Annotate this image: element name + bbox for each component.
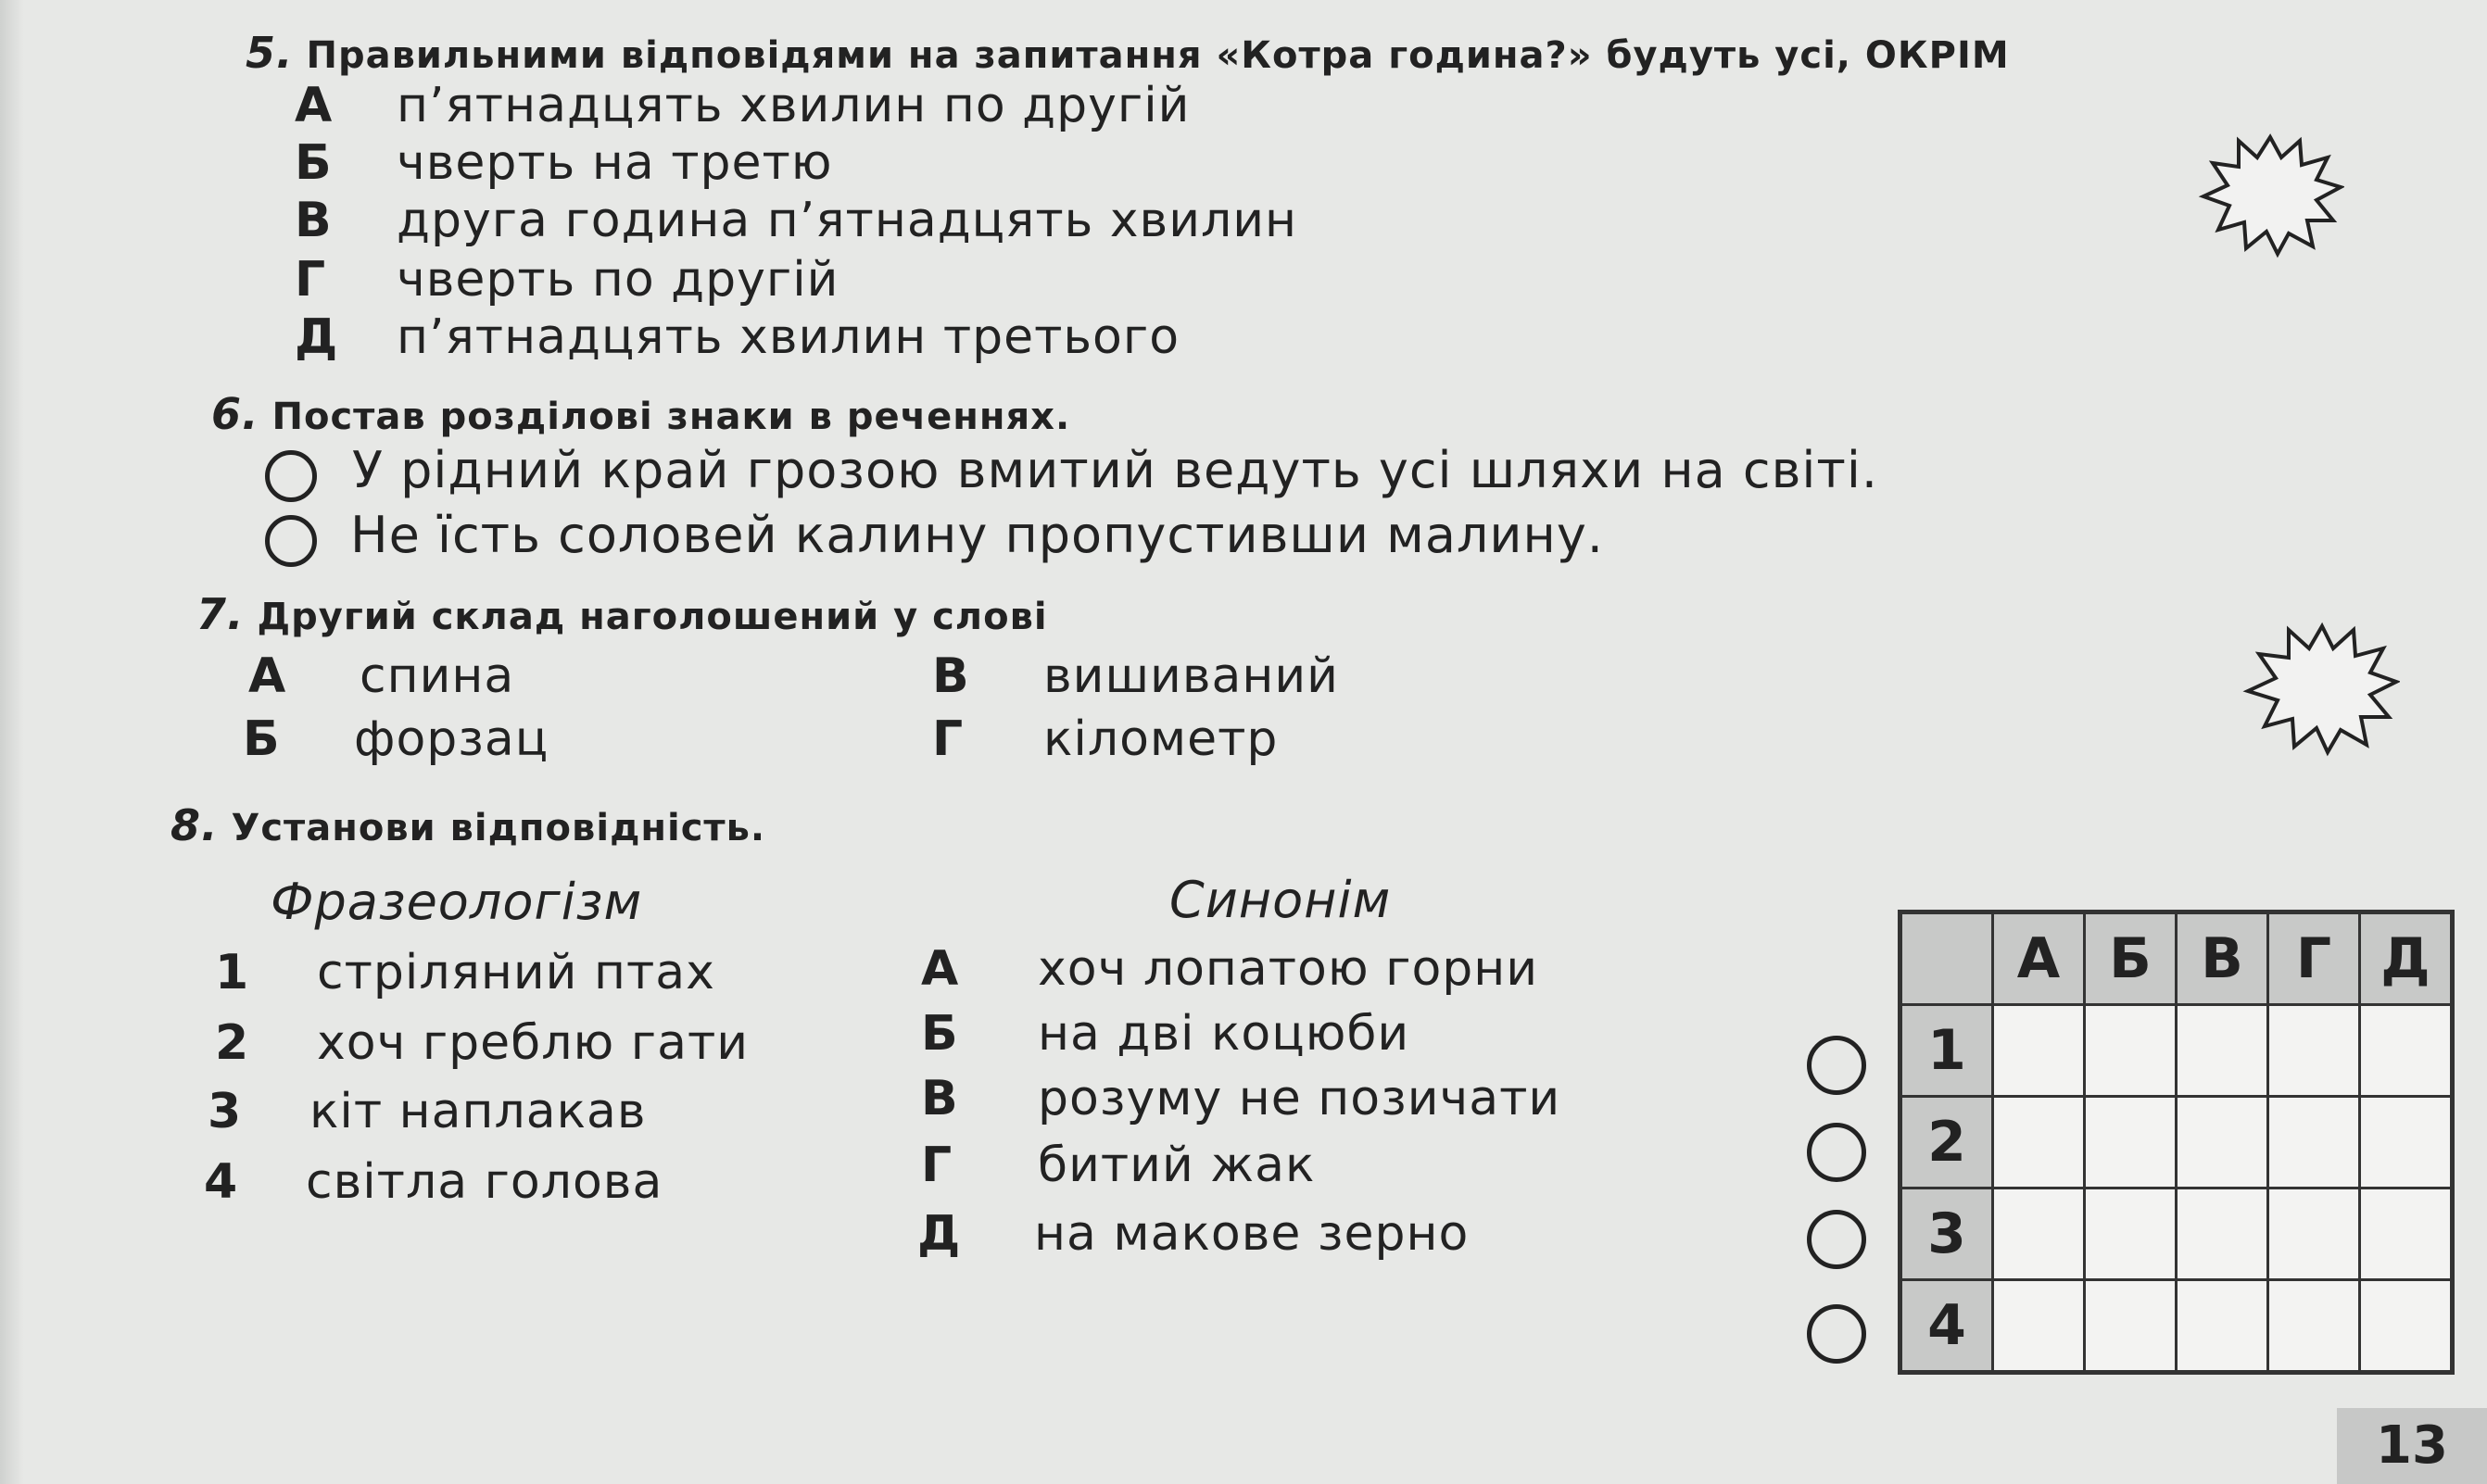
question-7-prompt	[196, 589, 1048, 639]
grid-answer-cell[interactable]	[2268, 1097, 2360, 1188]
item-number: 1	[215, 945, 250, 1000]
grid-corner-cell	[1900, 912, 1993, 1005]
item-text: на макове зерно	[1034, 1206, 1470, 1262]
answer-grid	[1898, 910, 2455, 1375]
grid-row-header: 1	[1900, 1005, 1993, 1097]
option-text: чверть на третю	[397, 135, 833, 191]
question-8-text: Установи відповідність.	[231, 807, 766, 849]
option-text: чверть по другій	[397, 252, 840, 308]
question-8-prompt	[170, 800, 765, 850]
answer-circle-checkbox[interactable]	[265, 450, 317, 502]
option-letter: Д	[295, 309, 339, 365]
option-text: п’ятнадцять хвилин по другій	[397, 78, 1191, 133]
grid-answer-cell[interactable]	[2177, 1097, 2268, 1188]
grid-column-header: Б	[2085, 912, 2177, 1005]
option-text: п’ятнадцять хвилин третього	[397, 309, 1180, 365]
option-letter: Г	[932, 711, 965, 767]
grid-answer-cell[interactable]	[2360, 1188, 2453, 1280]
question-5-option-h[interactable]	[295, 252, 839, 308]
question-7-option-b[interactable]	[243, 711, 549, 767]
grid-answer-cell[interactable]	[2360, 1097, 2453, 1188]
item-text: кіт наплакав	[309, 1084, 647, 1139]
answer-circle-row-2[interactable]	[1807, 1123, 1866, 1182]
option-letter: В	[932, 648, 970, 704]
phraseologism-item-4	[204, 1154, 663, 1210]
synonym-item-h	[921, 1138, 1315, 1193]
option-text: кілометр	[1043, 711, 1279, 767]
grid-row-header: 3	[1900, 1188, 1993, 1280]
item-text: хоч греблю гати	[317, 1015, 750, 1071]
question-7-option-a[interactable]	[248, 648, 514, 704]
phraseologism-item-1	[215, 945, 715, 1000]
question-6-sentence-2: Не їсть соловей калину пропустивши малину.	[350, 506, 1604, 564]
item-number: 4	[204, 1154, 239, 1210]
starburst-icon	[2196, 130, 2344, 259]
question-8-number: 8.	[170, 800, 219, 850]
synonym-item-v	[921, 1071, 1560, 1126]
item-text: хоч лопатою горни	[1038, 941, 1539, 997]
option-letter: Б	[295, 135, 333, 191]
synonym-item-d	[917, 1206, 1469, 1262]
item-text: на дві коцюби	[1038, 1006, 1410, 1062]
question-5-text-before: Правильними відповідями на запитання	[306, 34, 1217, 77]
grid-answer-cell[interactable]	[2177, 1005, 2268, 1097]
phraseologism-column-header: Фразеологізм	[271, 873, 643, 931]
question-6-number: 6.	[211, 389, 259, 439]
grid-column-header: А	[1993, 912, 2085, 1005]
question-7-option-h[interactable]	[932, 711, 1278, 767]
question-5-number: 5.	[246, 28, 294, 78]
question-5-prompt	[246, 28, 2010, 78]
item-letter: Д	[917, 1206, 962, 1262]
page-edge-shadow	[0, 0, 24, 1484]
grid-row-header: 4	[1900, 1280, 1993, 1373]
option-letter: Б	[243, 711, 281, 767]
synonym-item-a	[921, 941, 1538, 997]
question-5-text-after: будуть усі, ОКРІМ	[1592, 34, 2010, 77]
item-letter: Г	[921, 1138, 953, 1193]
grid-answer-cell[interactable]	[2085, 1005, 2177, 1097]
grid-answer-cell[interactable]	[2085, 1097, 2177, 1188]
option-text: друга година п’ятнадцять хвилин	[397, 193, 1298, 248]
question-7-number: 7.	[196, 589, 245, 639]
item-letter: В	[921, 1071, 959, 1126]
item-text: розуму не позичати	[1038, 1071, 1561, 1126]
item-text: світла голова	[306, 1154, 663, 1210]
synonym-column-header: Синонім	[1169, 871, 1392, 929]
grid-column-header: Д	[2360, 912, 2453, 1005]
grid-answer-cell[interactable]	[1993, 1097, 2085, 1188]
grid-answer-cell[interactable]	[2268, 1005, 2360, 1097]
synonym-item-b	[921, 1006, 1409, 1062]
grid-answer-cell[interactable]	[2360, 1280, 2453, 1373]
item-text: стріляний птах	[317, 945, 715, 1000]
grid-answer-cell[interactable]	[2177, 1280, 2268, 1373]
question-7-option-v[interactable]	[932, 648, 1339, 704]
question-6-text: Постав розділові знаки в реченнях.	[271, 396, 1071, 438]
answer-circle-checkbox[interactable]	[265, 515, 317, 567]
option-letter: Г	[295, 252, 327, 308]
answer-circle-row-1[interactable]	[1807, 1036, 1866, 1095]
question-5-option-a[interactable]	[295, 78, 1190, 133]
phraseologism-item-3	[208, 1084, 647, 1139]
grid-column-header: В	[2177, 912, 2268, 1005]
grid-answer-cell[interactable]	[2360, 1005, 2453, 1097]
question-6-sentence-1: У рідний край грозою вмитий ведуть усі шляхи на світі.	[352, 441, 1879, 499]
question-5-option-v[interactable]	[295, 193, 1297, 248]
answer-circle-row-4[interactable]	[1807, 1304, 1866, 1364]
question-7-text: Другий склад наголошений у слові	[257, 596, 1048, 638]
grid-answer-cell[interactable]	[1993, 1188, 2085, 1280]
option-text: вишиваний	[1043, 648, 1339, 704]
item-letter: А	[921, 941, 960, 997]
item-number: 3	[208, 1084, 243, 1139]
starburst-icon	[2242, 619, 2400, 758]
grid-answer-cell[interactable]	[1993, 1005, 2085, 1097]
grid-answer-cell[interactable]	[1993, 1280, 2085, 1373]
answer-circle-row-3[interactable]	[1807, 1210, 1866, 1269]
item-letter: Б	[921, 1006, 959, 1062]
option-text: форзац	[354, 711, 549, 767]
option-letter: А	[248, 648, 287, 704]
item-text: битий жак	[1038, 1138, 1316, 1193]
grid-answer-cell[interactable]	[2268, 1280, 2360, 1373]
grid-row-header: 2	[1900, 1097, 1993, 1188]
question-5-option-b[interactable]	[295, 135, 833, 191]
grid-answer-cell[interactable]	[2085, 1188, 2177, 1280]
phraseologism-item-2	[215, 1015, 749, 1071]
option-text: спина	[360, 648, 515, 704]
question-5-text-bold: «Котра година?»	[1216, 34, 1593, 77]
page-number: 13	[2337, 1408, 2487, 1484]
grid-answer-cell[interactable]	[2268, 1188, 2360, 1280]
grid-column-header: Г	[2268, 912, 2360, 1005]
question-5-option-d[interactable]	[295, 309, 1180, 365]
option-letter: В	[295, 193, 333, 248]
item-number: 2	[215, 1015, 250, 1071]
grid-answer-cell[interactable]	[2177, 1188, 2268, 1280]
option-letter: А	[295, 78, 334, 133]
grid-answer-cell[interactable]	[2085, 1280, 2177, 1373]
question-6-prompt	[211, 389, 1070, 439]
